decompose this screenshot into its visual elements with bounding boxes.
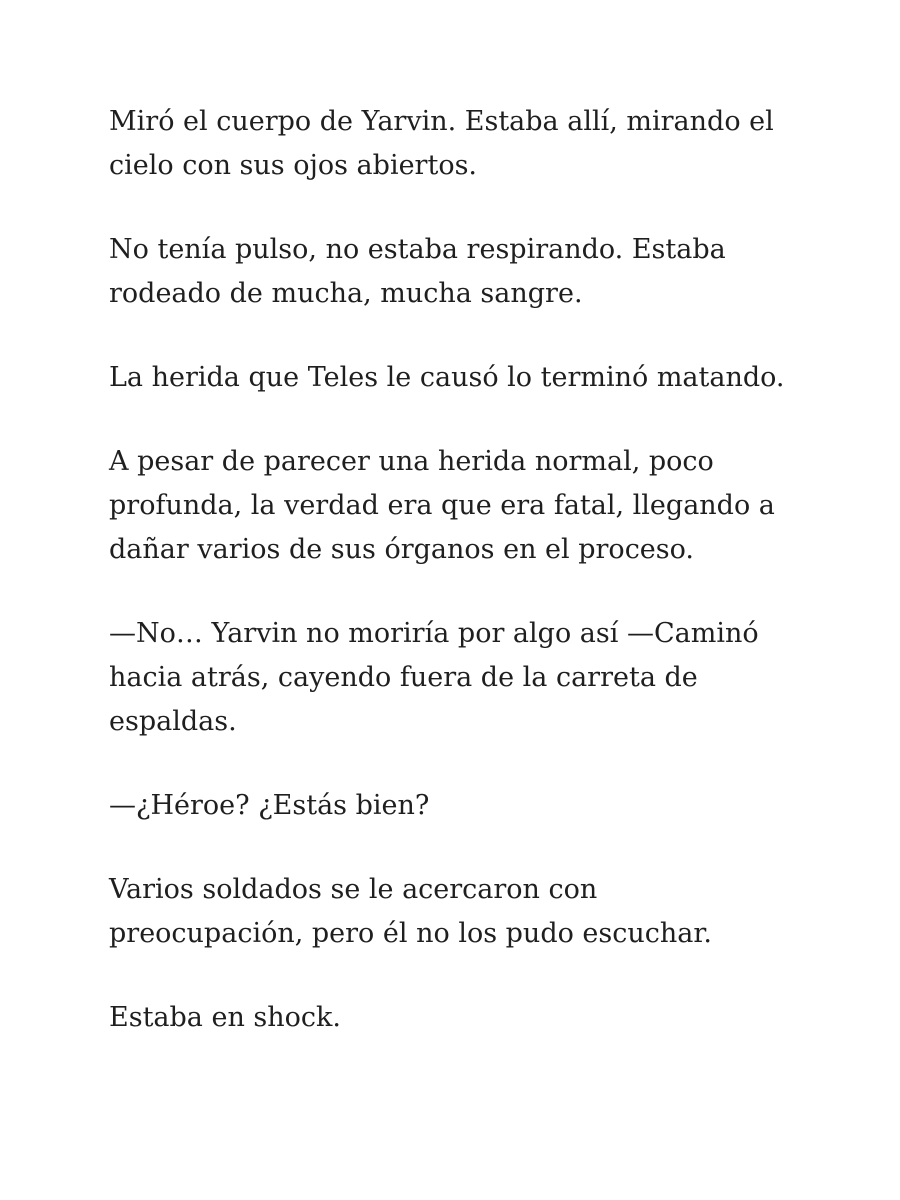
document-body xyxy=(109,100,789,1080)
paragraph-6: —¿Héroe? ¿Estás bien? xyxy=(109,790,430,821)
paragraph-8: Estaba en shock. xyxy=(109,1002,341,1033)
paragraph-1: Miró el cuerpo de Yarvin. Estaba allí, mirando el cielo con sus ojos abiertos. xyxy=(109,106,774,181)
paragraph-2: No tenía pulso, no estaba respirando. Estaba rodeado de mucha, mucha sangre. xyxy=(109,234,726,309)
paragraph-7: Varios soldados se le acercaron con preocupación, pero él no los pudo escuchar. xyxy=(109,874,712,949)
paragraph-3: La herida que Teles le causó lo terminó matando. xyxy=(109,362,785,393)
paragraph-4: A pesar de parecer una herida normal, poco profunda, la verdad era que era fatal, llegando a dañar varios de sus órganos en el proceso. xyxy=(109,446,775,565)
paragraph-5: —No… Yarvin no moriría por algo así —Caminó hacia atrás, cayendo fuera de la carreta de espaldas. xyxy=(109,618,759,737)
